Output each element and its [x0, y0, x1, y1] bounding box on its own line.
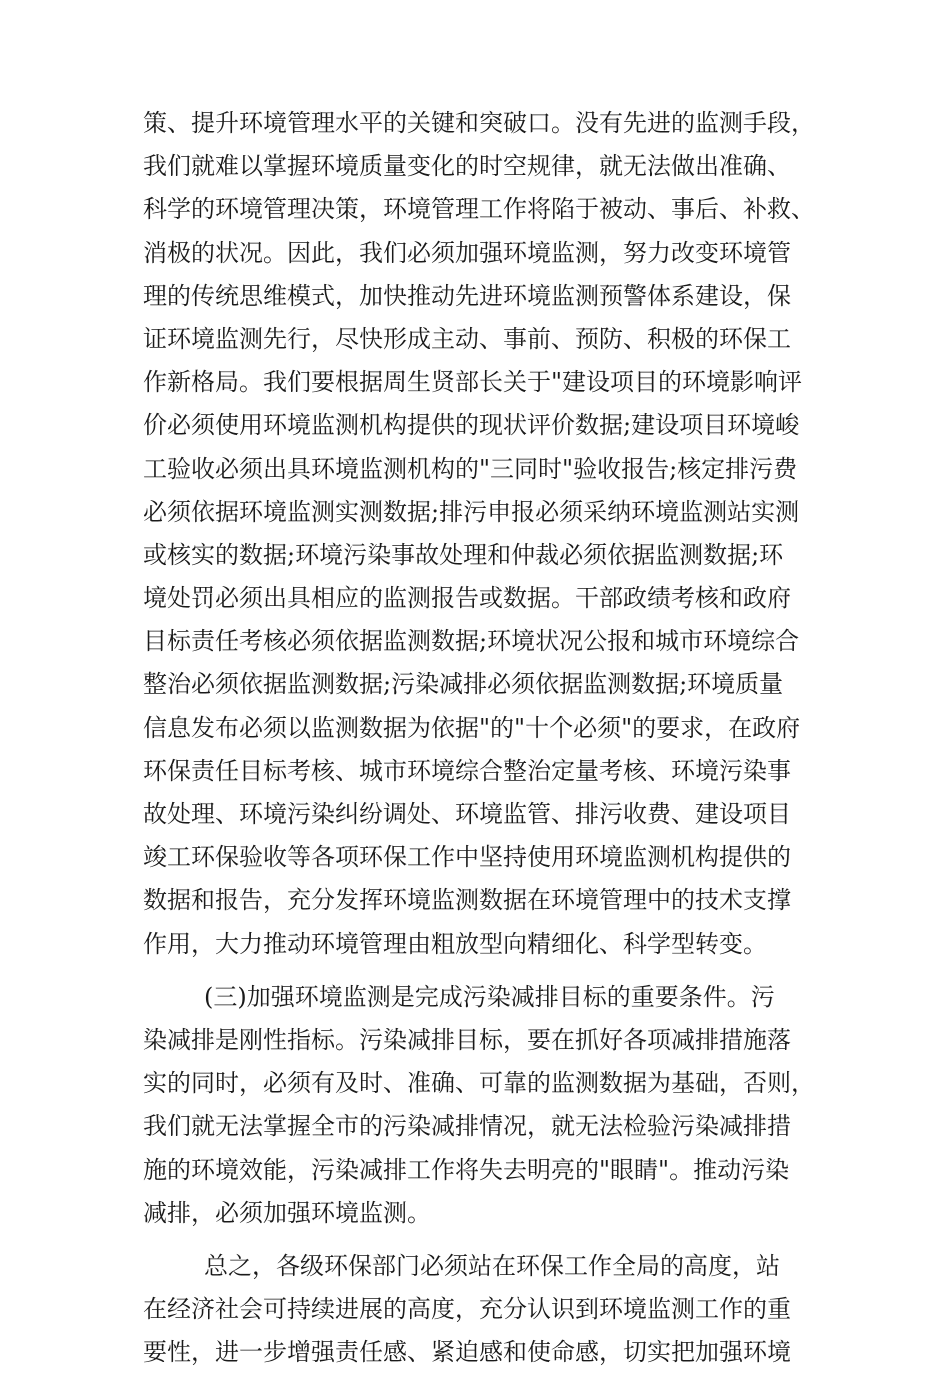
text-line: 工验收必须出具环境监测机构的"三同时"验收报告;核定排污费 [143, 454, 798, 483]
text-line: 价必须使用环境监测机构提供的现状评价数据;建设项目环境峻 [143, 411, 800, 440]
text-line: 作用，大力推动环境管理由粗放型向精细化、科学型转变。 [143, 929, 767, 958]
text-line: 我们就难以掌握环境质量变化的时空规律，就无法做出准确、 [143, 152, 791, 181]
text-line: 消极的状况。因此，我们必须加强环境监测，努力改变环境管 [143, 238, 791, 267]
paragraph-emission-reduction [143, 976, 823, 1235]
text-line: 实的同时，必须有及时、准确、可靠的监测数据为基础，否则， [143, 1069, 815, 1098]
paragraph-spacer [143, 1235, 823, 1245]
text-line: 信息发布必须以监测数据为依据"的"十个必须"的要求，在政府 [143, 713, 801, 742]
text-line: 或核实的数据;环境污染事故处理和仲裁必须依据监测数据;环 [143, 540, 784, 569]
text-line: 理的传统思维模式，加快推动先进环境监测预警体系建设，保 [143, 281, 791, 310]
paragraph-spacer [143, 966, 823, 976]
text-line: 故处理、环境污染纠纷调处、环境监管、排污收费、建设项目 [143, 800, 791, 828]
text-line: 在经济社会可持续进展的高度，充分认识到环境监测工作的重 [143, 1295, 791, 1324]
text-line: 竣工环保验收等各项环保工作中坚持使用环境监测机构提供的 [143, 843, 791, 872]
paragraph-monitoring-first [143, 102, 823, 966]
text-line: 证环境监测先行，尽快形成主动、事前、预防、积极的环保工 [143, 324, 791, 353]
text-line: 必须依据环境监测实测数据;排污申报必须采纳环境监测站实测 [143, 497, 800, 526]
text-line: 目标责任考核必须依据监测数据;环境状况公报和城市环境综合 [143, 627, 800, 656]
text-line: 境处罚必须出具相应的监测报告或数据。干部政绩考核和政府 [143, 584, 791, 613]
text-line: 减排，必须加强环境监测。 [143, 1198, 431, 1227]
text-line: 总之，各级环保部门必须站在环保工作全局的高度，站 [143, 1251, 781, 1280]
text-line: 作新格局。我们要根据周生贤部长关于"建设项目的环境影响评 [143, 368, 803, 397]
text-line: 科学的环境管理决策，环境管理工作将陷于被动、事后、补救、 [143, 195, 815, 224]
document-body [143, 102, 823, 1374]
text-line: 环保责任目标考核、城市环境综合整治定量考核、环境污染事 [143, 756, 791, 785]
text-line: 施的环境效能，污染减排工作将失去明亮的"眼睛"。推动污染 [143, 1155, 790, 1184]
text-line: 整治必须依据监测数据;污染减排必须依据监测数据;环境质量 [143, 670, 784, 699]
text-line: 策、提升环境管理水平的关键和突破口。没有先进的监测手段， [143, 109, 815, 137]
text-line: 数据和报告，充分发挥环境监测数据在环境管理中的技术支撑 [143, 886, 791, 915]
text-line: 染减排是刚性指标。污染减排目标，要在抓好各项减排措施落 [143, 1025, 791, 1054]
text-line: 要性，进一步增强责任感、紧迫感和使命感，切实把加强环境 [143, 1338, 791, 1367]
text-line: (三)加强环境监测是完成污染减排目标的重要条件。污 [143, 982, 775, 1011]
paragraph-conclusion [143, 1245, 823, 1374]
text-line: 我们就无法掌握全市的污染减排情况，就无法检验污染减排措 [143, 1112, 791, 1141]
